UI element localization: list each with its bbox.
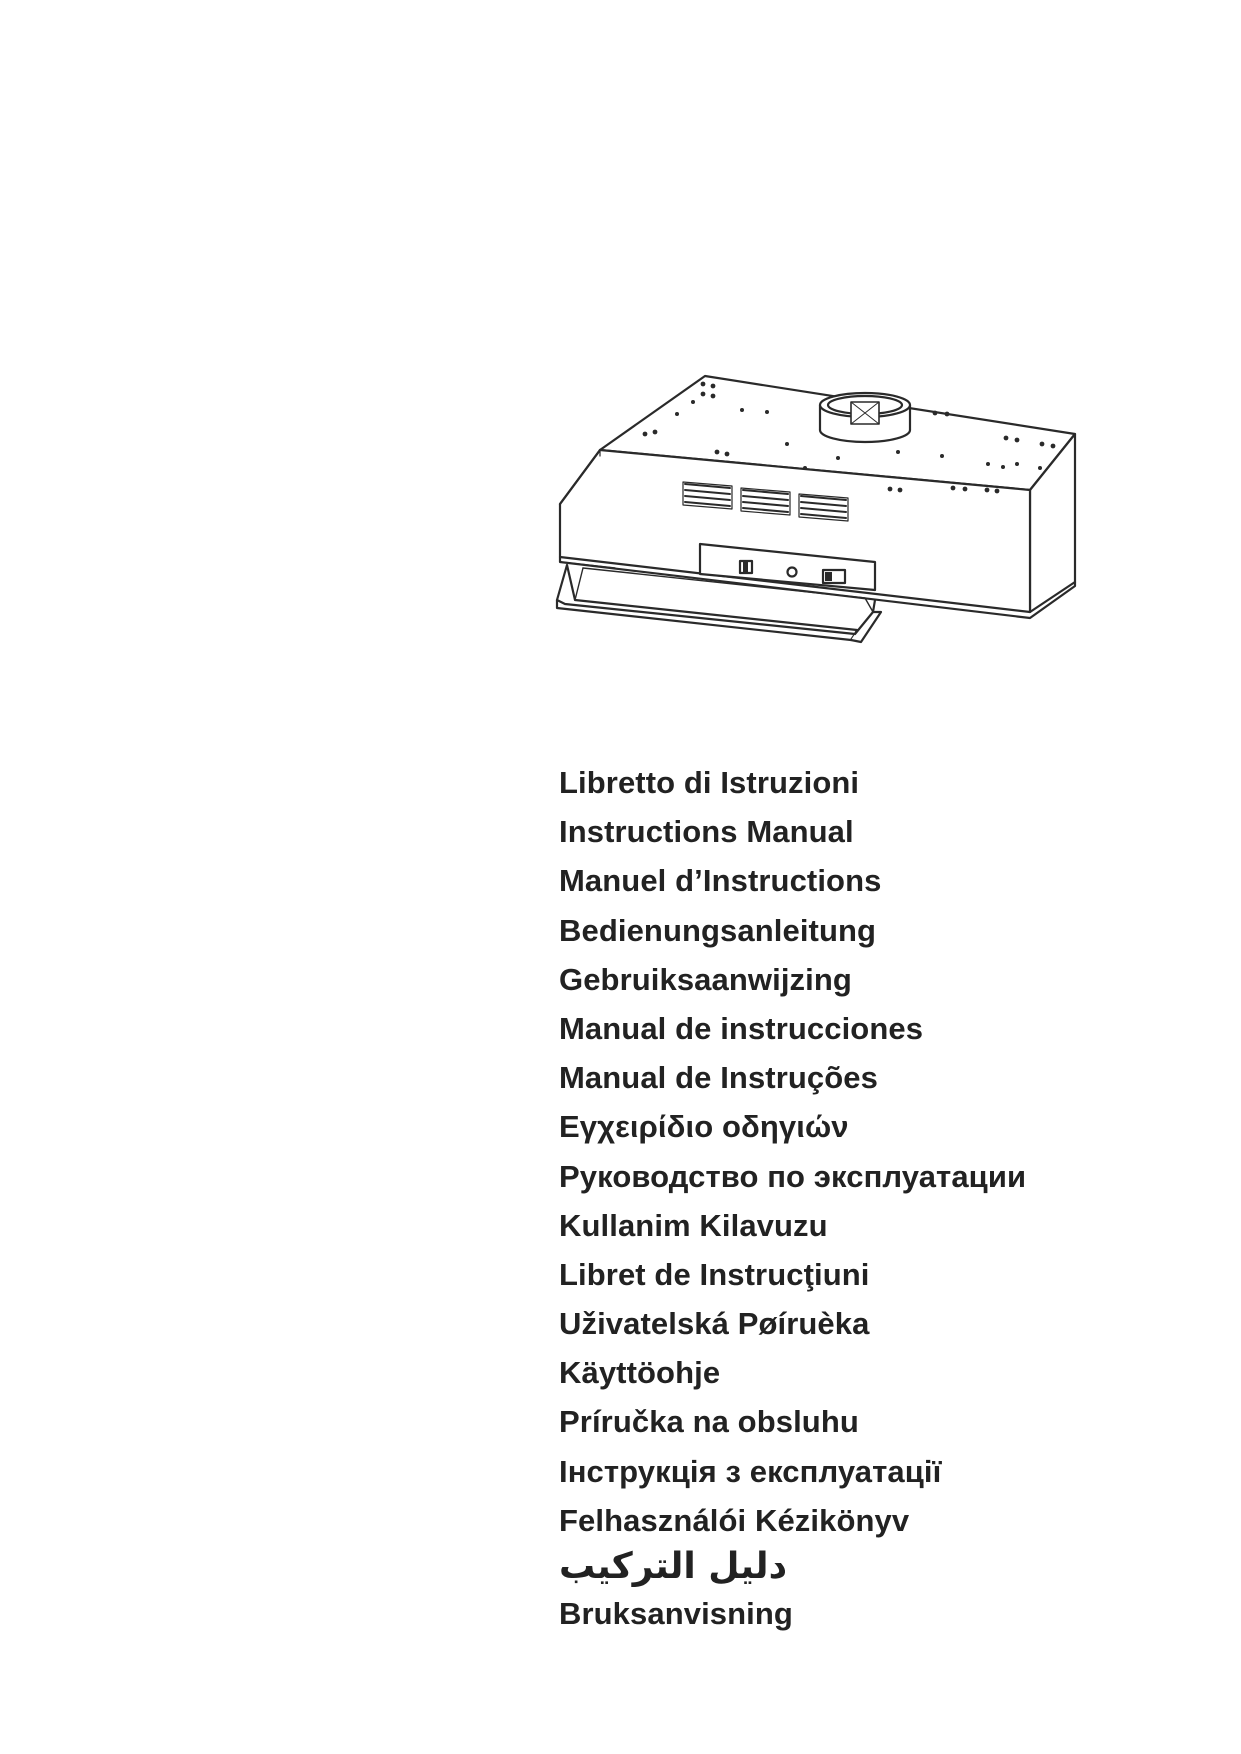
range-hood-illustration xyxy=(555,372,1095,672)
title-italian: Libretto di Istruzioni xyxy=(559,765,860,800)
title-dutch: Gebruiksaanwijzing xyxy=(559,961,852,997)
title-finnish: Käyttöohje xyxy=(559,1355,721,1391)
title-portuguese: Manual de Instruções xyxy=(559,1060,878,1096)
title-ukrainian: Інструкція з експлуатації xyxy=(559,1453,942,1489)
title-english: Instructions Manual xyxy=(559,814,854,850)
title-french: Manuel d’Instructions xyxy=(559,863,882,899)
title-russian: Руководство по эксплуатации xyxy=(559,1158,1027,1194)
title-arabic: دليل التركيب xyxy=(559,1546,788,1587)
manual-title-list xyxy=(559,758,1026,1638)
title-czech: Uživatelská Pøíruèka xyxy=(559,1306,870,1342)
title-german: Bedienungsanleitung xyxy=(559,912,877,948)
title-romanian: Libret de Instrucţiuni xyxy=(559,1256,870,1292)
title-hungarian: Felhasználói Kézikönyv xyxy=(559,1502,910,1538)
title-swedish: Bruksanvisning xyxy=(559,1596,793,1631)
title-turkish: Kullanim Kilavuzu xyxy=(559,1207,828,1243)
title-greek: Εγχειρίδιο οδηγιών xyxy=(559,1109,849,1145)
title-spanish: Manual de instrucciones xyxy=(559,1010,924,1046)
title-slovak: Príručka na obsluhu xyxy=(559,1404,859,1440)
